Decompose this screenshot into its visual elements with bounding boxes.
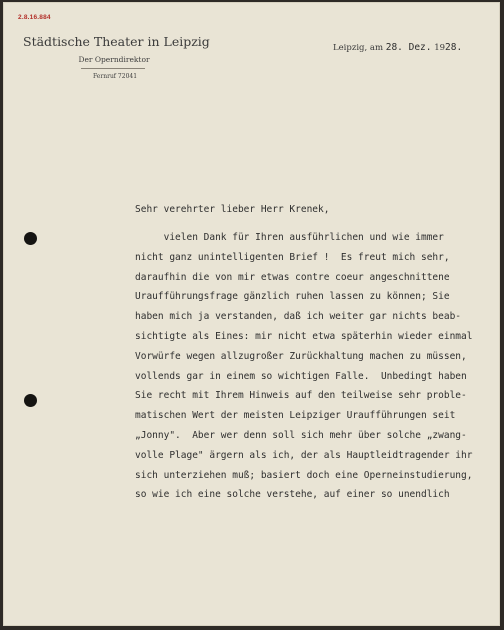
body-line: „Jonny". Aber wer denn soll sich mehr über solche „zwang- xyxy=(135,429,467,441)
body-line: so wie ich eine solche verstehe, auf einer so unendlich xyxy=(135,489,450,501)
letterhead-divider xyxy=(81,68,145,69)
letterhead xyxy=(3,34,210,80)
punch-hole-lower xyxy=(24,394,37,407)
dateline xyxy=(333,42,462,53)
body-line: Vorwürfe wegen allzugroßer Zurückhaltung machen zu müssen, xyxy=(135,350,467,362)
body-line: haben mich ja verstanden, daß ich weiter gar nichts beab- xyxy=(135,311,462,323)
body-line: volle Plage" ärgern als ich, der als Hauptleidtragender ihr xyxy=(135,449,473,461)
salutation: Sehr verehrter lieber Herr Krenek, xyxy=(135,204,330,215)
body-line: vollends gar in einem so wichtigen Falle. Unbedingt haben xyxy=(135,370,467,382)
letterhead-phone: Fernruf 72041 xyxy=(92,73,138,80)
body-line: Uraufführungsfrage gänzlich ruhen lassen zu können; Sie xyxy=(135,291,450,303)
dateline-place: Leipzig, am xyxy=(333,43,384,53)
letter-body xyxy=(135,228,495,505)
body-line: nicht ganz unintelligenten Brief ! Es freut mich sehr, xyxy=(135,251,450,263)
dateline-day: 28. Dez. xyxy=(385,42,432,53)
body-line: matischen Wert der meisten Leipziger Uraufführungen seit xyxy=(135,410,456,422)
body-line: sich unterziehen muß; basiert doch eine Operneinstudierung, xyxy=(135,469,473,481)
punch-hole-upper xyxy=(24,232,37,245)
body-line: Sie recht mit Ihrem Hinweis auf den teilweise sehr proble- xyxy=(135,390,467,402)
archive-mark: 2.8.16.884 xyxy=(18,14,51,21)
body-line: vielen Dank für Ihren ausführlichen und wie immer xyxy=(135,232,444,243)
letter-page xyxy=(3,2,500,626)
dateline-year-suffix: 28. xyxy=(445,42,463,53)
body-line: daraufhin die von mir etwas contre coeur angeschnittene xyxy=(135,271,450,283)
dateline-year-prefix: 19 xyxy=(434,43,446,53)
letterhead-subtitle: Der Operndirektor xyxy=(78,55,150,64)
body-line: sichtigte als Eines: mir nicht etwa späterhin wieder einmal xyxy=(135,330,473,342)
letterhead-title: Städtische Theater in Leipzig xyxy=(23,34,210,49)
